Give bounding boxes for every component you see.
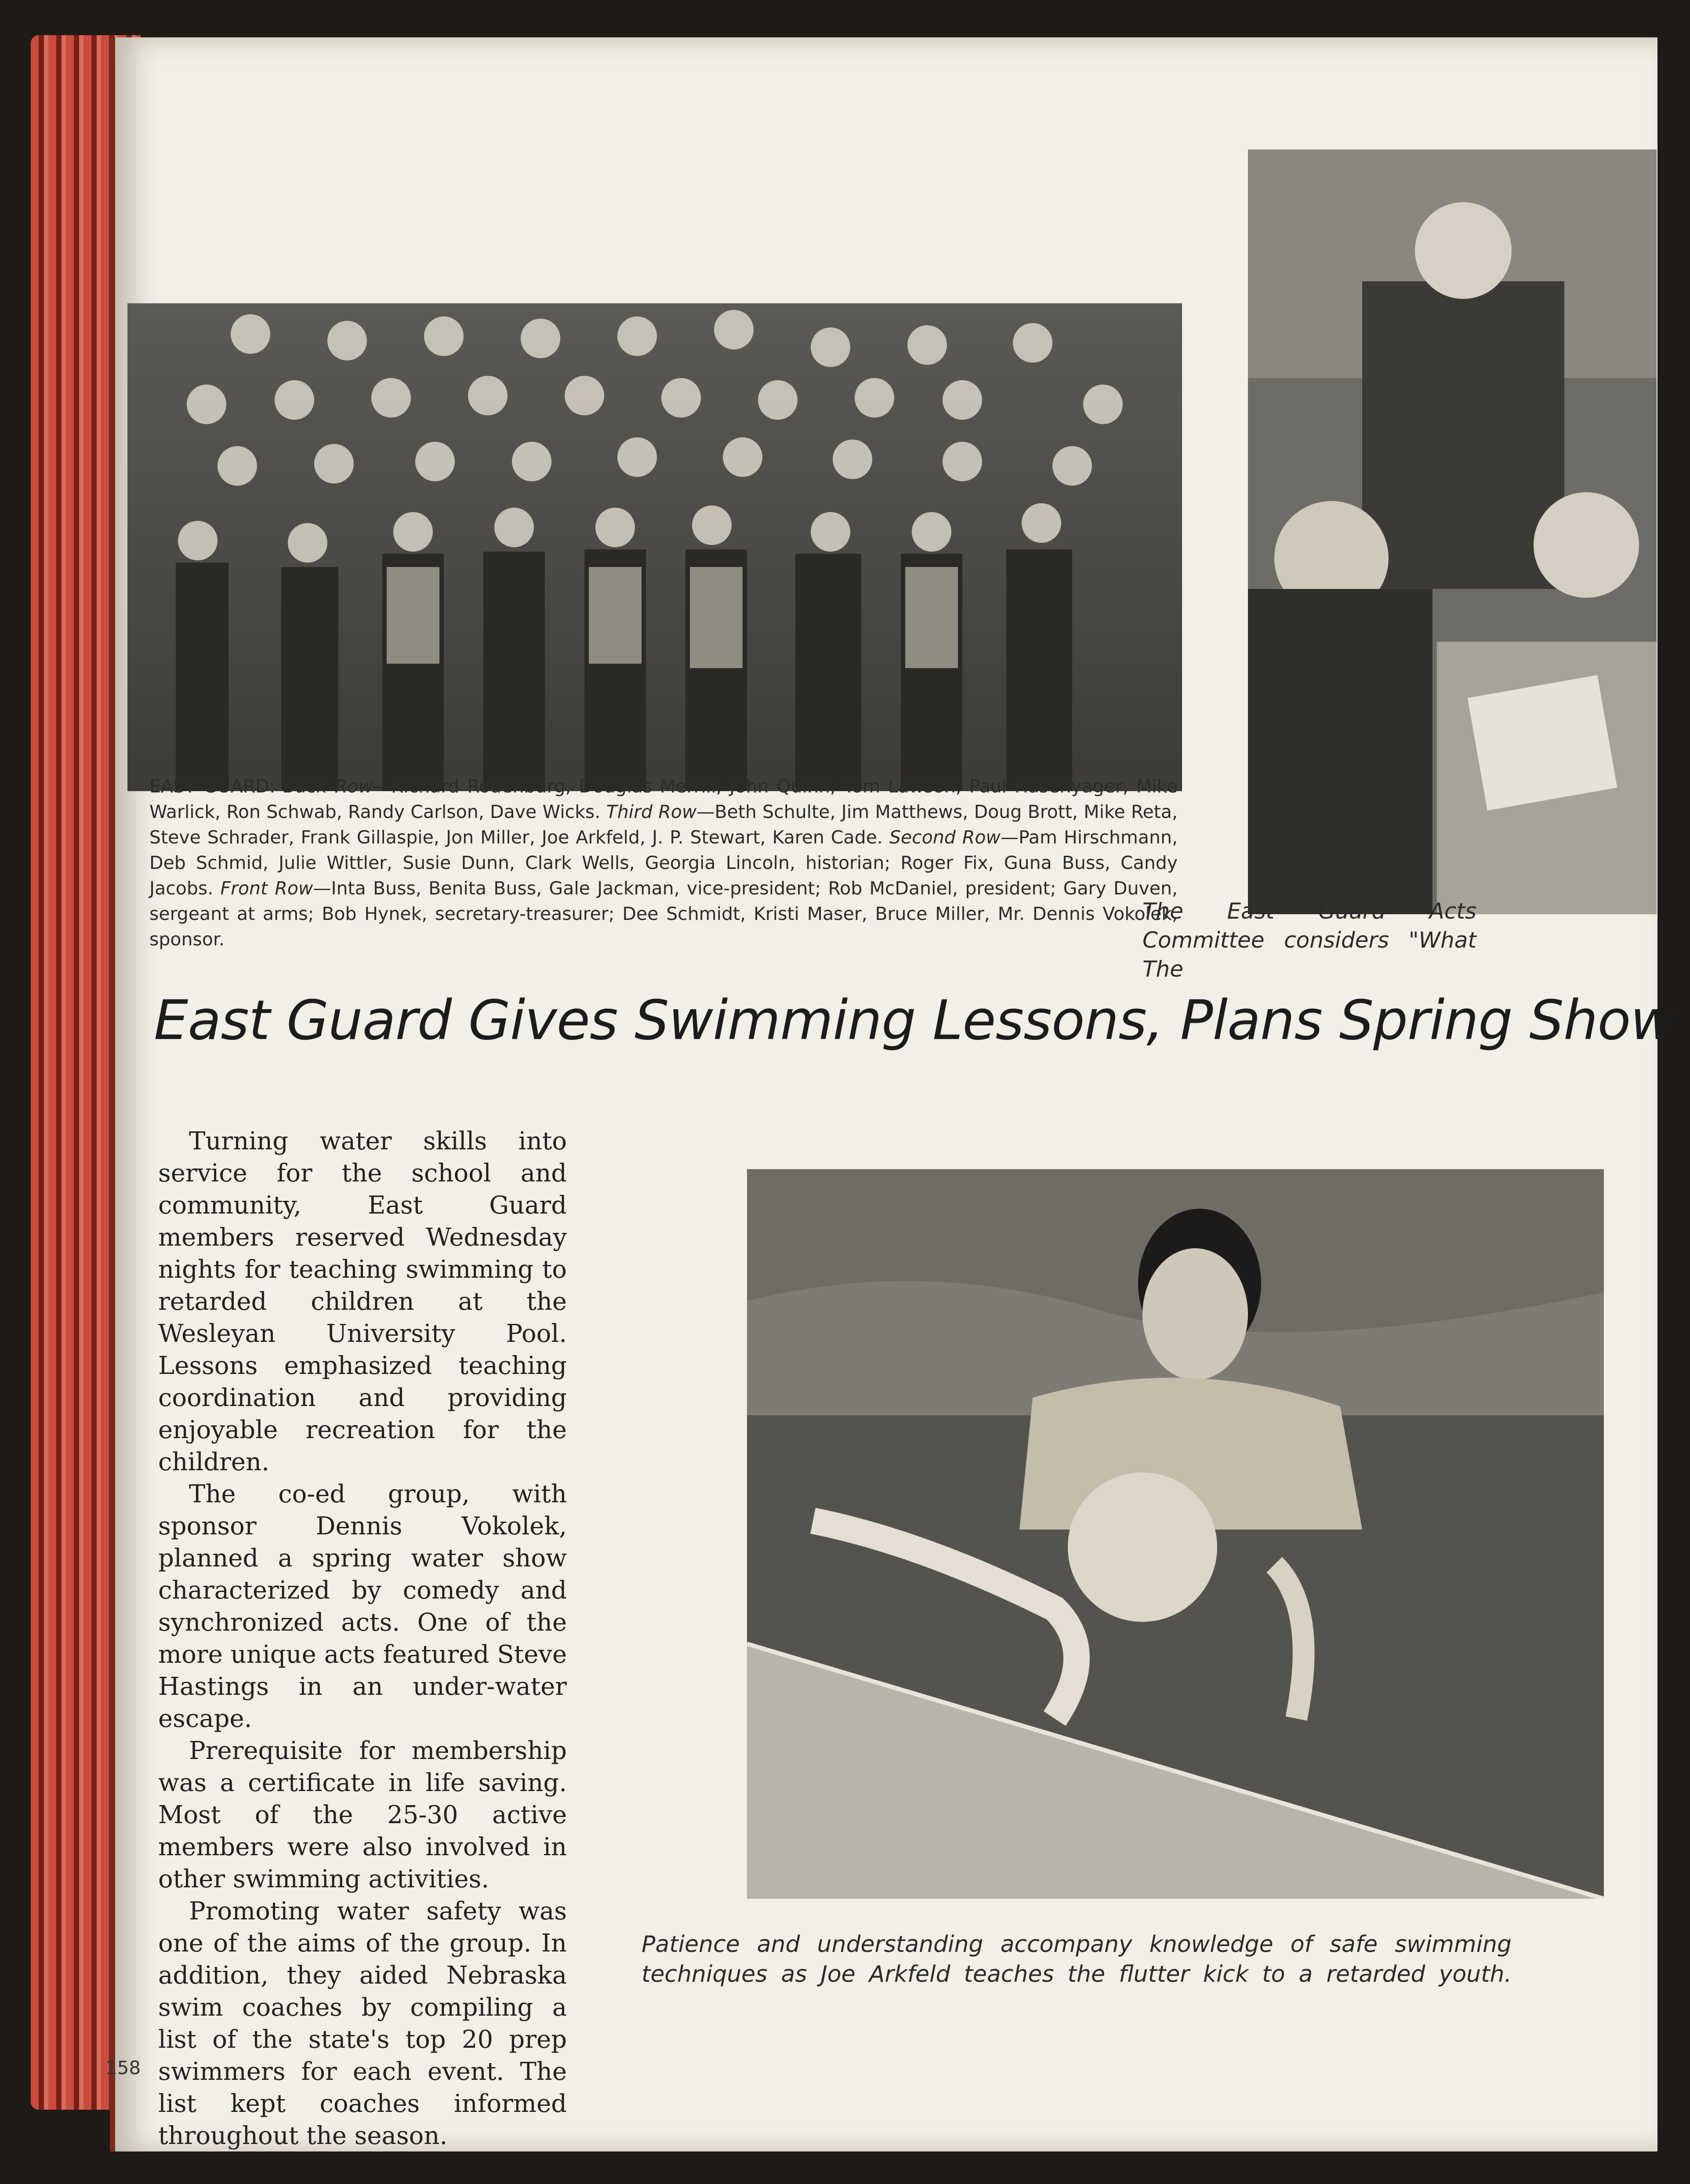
pool-photo [747, 1169, 1604, 1899]
second-row-label: Second Row [889, 827, 1001, 848]
back-row-label: Back Row [283, 776, 373, 797]
body-paragraph: Turning water skills into service for the school and community, East Guard members reserved Wednesday nights for teaching swimming to retarded children at the Wesleyan University Pool. Lessons emphasized teaching coordination and providing enjoyable recreation for the children. [158, 1127, 567, 1476]
article-body [158, 1125, 567, 2152]
committee-photo-caption: The East Guard Acts Committee considers "What The [1142, 898, 1476, 982]
body-paragraph: Promoting water safety was one of the aims of the group. In addition, they aided Nebraska swim coaches by compiling a list of the state's top 20 prep swimmers for each event. The list kept coaches informed throughout the season. [158, 1897, 567, 2150]
back-row-names: —Richard Rodenburg, Douglas Merrill, John Quinn, Tom Lawson, Paul Hasenyager, Mike Warlick, Ron Schwab, Randy Carlson, Dave Wicks. [149, 776, 1178, 822]
body-paragraph: The co-ed group, with sponsor Dennis Vokolek, planned a spring water show characterized by comedy and synchronized acts. One of the more unique acts featured Steve Hastings in an under-water escape. [158, 1480, 567, 1733]
second-row-names: —Pam Hirschmann, Deb Schmid, Julie Wittler, Susie Dunn, Clark Wells, Georgia Lincoln, historian; Roger Fix, Guna Buss, Candy Jacobs. [149, 827, 1178, 899]
front-row-names: —Inta Buss, Benita Buss, Gale Jackman, vice-president; Rob McDaniel, president; Gary Duven, sergeant at arms; Bob Hynek, secretary-treasurer; Dee Schmidt, Kristi Maser, Bruce Miller, Mr. Dennis Vokolek, sponsor. [149, 878, 1178, 950]
pool-photo-caption: Patience and understanding accompany knowledge of safe swimming techniques as Joe Arkfeld teaches the flutter kick to a retarded youth. [642, 1931, 1512, 1988]
group-photo [127, 303, 1182, 791]
third-row-label: Third Row [606, 801, 697, 822]
body-paragraph: Prerequisite for membership was a certificate in life saving. Most of the 25-30 active members were also involved in other swimming activities. [158, 1737, 567, 1893]
caption-org: EAST GUARD: [149, 776, 276, 797]
page-headline: East Guard Gives Swimming Lessons, Plans Spring Show [154, 989, 1675, 1052]
third-row-names: —Beth Schulte, Jim Matthews, Doug Brott, Mike Reta, Steve Schrader, Frank Gillaspie, Jon Miller, Joe Arkfeld, J. P. Stewart, Karen Cade. [149, 801, 1178, 848]
front-row-label: Front Row [220, 878, 313, 899]
committee-photo [1248, 149, 1657, 914]
group-photo-caption [149, 774, 1178, 952]
page-number: 158 [105, 2057, 141, 2079]
